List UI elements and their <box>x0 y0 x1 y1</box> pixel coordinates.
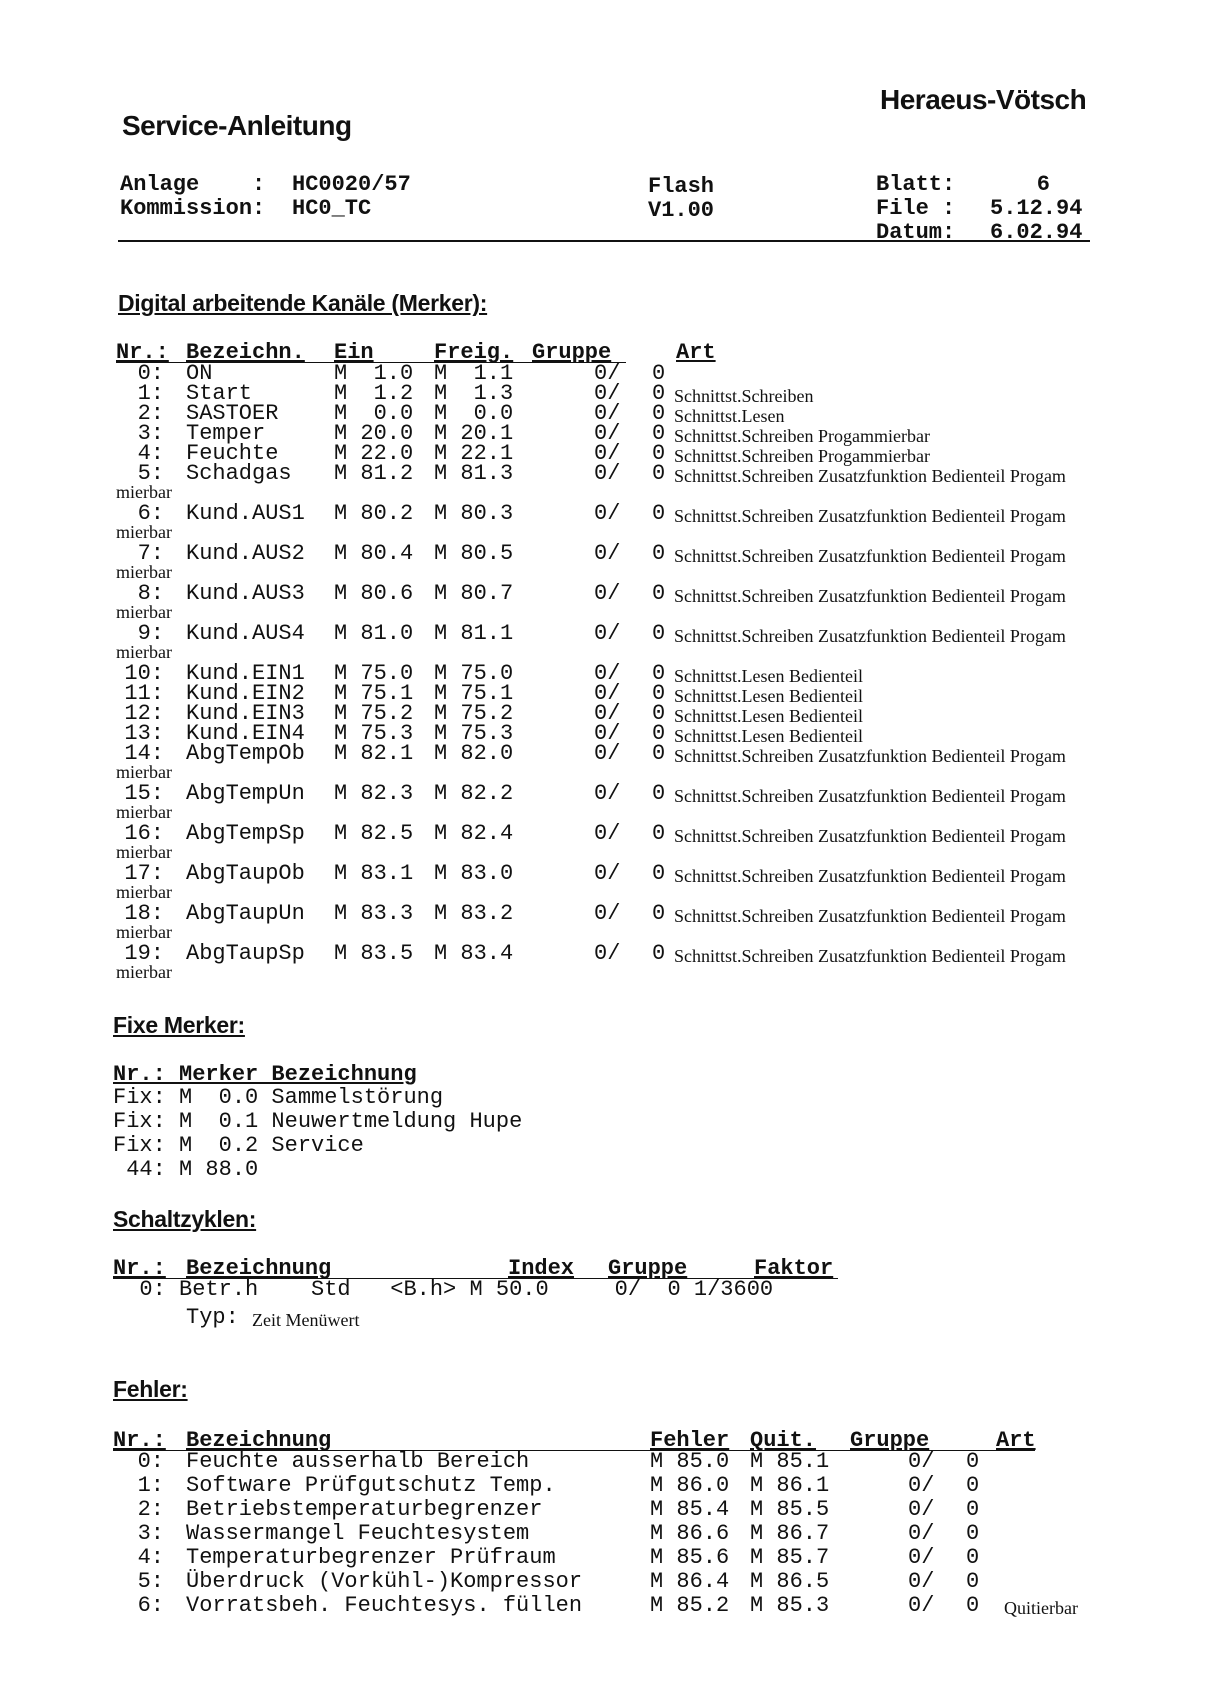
row-wrap <box>0 802 1212 820</box>
row-name: Kund.AUS2 <box>186 541 305 566</box>
row-name: Kund.AUS1 <box>186 501 305 526</box>
row-gruppe-sub: 0 <box>652 361 666 386</box>
row-ein: M 82.5 <box>334 821 414 846</box>
fehler-col-fehler: Fehler <box>650 1428 730 1453</box>
blatt-value: 6 <box>1036 172 1050 197</box>
schalt-col-gruppe: Gruppe <box>608 1256 688 1281</box>
row-gruppe-sub: 0 <box>652 701 666 726</box>
table-row <box>0 541 1212 566</box>
row-gruppe-sub: 0 <box>652 501 666 526</box>
row-name: ON <box>186 361 213 386</box>
row-ein: M 75.3 <box>334 721 414 746</box>
row-gruppe-sub: 0 <box>966 1521 980 1546</box>
row-ein: M 81.0 <box>334 621 414 646</box>
row-name: Kund.AUS3 <box>186 581 305 606</box>
table-row <box>0 821 1212 846</box>
file-label: File : <box>876 196 956 221</box>
table-row <box>0 1545 1212 1572</box>
row-nr: 6: <box>137 501 164 526</box>
fixe-col-header: Nr.: Merker Bezeichnung <box>113 1062 417 1087</box>
row-gruppe-sub: 0 <box>652 901 666 926</box>
row-name: Start <box>186 381 253 406</box>
row-nr: 18: <box>124 901 164 926</box>
row-gruppe: 0/ <box>594 461 621 486</box>
row-gruppe: 0/ <box>594 861 621 886</box>
row-gruppe-sub: 0 <box>966 1497 980 1522</box>
row-art: Schnittst.Lesen Bedienteil <box>674 666 863 686</box>
anlage-label: Anlage : <box>120 172 266 197</box>
digital-section-title: Digital arbeitende Kanäle (Merker): <box>118 290 488 316</box>
row-name: Kund.EIN2 <box>186 681 305 706</box>
row-name: SASTOER <box>186 401 279 426</box>
table-row <box>0 741 1212 766</box>
row-art: Schnittst.Schreiben Zusatzfunktion Bedienteil Progam <box>674 626 1066 646</box>
row-art-wrap: mierbar <box>116 962 172 982</box>
fixe-row: 44: M 88.0 <box>113 1157 259 1182</box>
row-art: Schnittst.Schreiben Zusatzfunktion Bedienteil Progam <box>674 946 1066 966</box>
fehler-section-title: Fehler: <box>113 1376 188 1402</box>
row-gruppe: 0/ <box>594 821 621 846</box>
row-name: Schadgas <box>186 461 292 486</box>
fehler-col-art: Art <box>996 1428 1036 1453</box>
row-bez: Betriebstemperaturbegrenzer <box>186 1497 543 1522</box>
digital-col-nr: Nr.: <box>116 340 169 365</box>
row-ein: M 22.0 <box>334 441 414 466</box>
row-gruppe: 0/ <box>594 941 621 966</box>
row-freig: M 83.2 <box>434 901 514 926</box>
row-gruppe: 0/ <box>594 901 621 926</box>
fixe-row: Fix: M 0.2 Service <box>113 1133 364 1158</box>
table-row <box>0 461 1212 486</box>
row-fehler: M 86.0 <box>650 1473 730 1498</box>
row-freig: M 75.1 <box>434 681 514 706</box>
row-nr: 5: <box>137 461 164 486</box>
row-art-wrap: mierbar <box>116 562 172 582</box>
row-art: Schnittst.Schreiben Zusatzfunktion Bedienteil Progam <box>674 906 1066 926</box>
row-gruppe: 0/ <box>594 661 621 686</box>
row-gruppe: 0/ <box>908 1521 935 1546</box>
row-wrap <box>0 642 1212 660</box>
row-gruppe: 0/ <box>594 401 621 426</box>
row-gruppe: 0/ <box>594 741 621 766</box>
anlage-value: HC0020/57 <box>292 172 411 197</box>
row-name: AbgTempSp <box>186 821 305 846</box>
schaltzyklen-section-title: Schaltzyklen: <box>113 1206 257 1232</box>
row-fehler: M 86.4 <box>650 1569 730 1594</box>
row-nr: 1: <box>137 1473 164 1498</box>
row-name: AbgTempUn <box>186 781 305 806</box>
row-gruppe: 0/ <box>594 781 621 806</box>
schalt-col-index: Index <box>508 1256 575 1281</box>
row-ein: M 80.2 <box>334 501 414 526</box>
file-value: 5.12.94 <box>990 196 1083 221</box>
row-gruppe: 0/ <box>594 501 621 526</box>
fixe-row: Fix: M 0.1 Neuwertmeldung Hupe <box>113 1109 523 1134</box>
row-gruppe: 0/ <box>908 1593 935 1618</box>
table-row <box>0 781 1212 806</box>
row-gruppe: 0/ <box>908 1497 935 1522</box>
row-wrap <box>0 602 1212 620</box>
row-bez: Vorratsbeh. Feuchtesys. füllen <box>186 1593 583 1618</box>
row-gruppe-sub: 0 <box>652 621 666 646</box>
schalt-col-faktor: Faktor <box>754 1256 834 1281</box>
row-gruppe-sub: 0 <box>966 1473 980 1498</box>
row-freig: M 75.2 <box>434 701 514 726</box>
row-quit: M 85.5 <box>750 1497 830 1522</box>
table-row <box>0 1497 1212 1524</box>
row-name: Kund.AUS4 <box>186 621 305 646</box>
row-ein: M 83.5 <box>334 941 414 966</box>
row-nr: 8: <box>137 581 164 606</box>
row-gruppe-sub: 0 <box>652 781 666 806</box>
row-quit: M 86.1 <box>750 1473 830 1498</box>
row-art-wrap: mierbar <box>116 522 172 542</box>
digital-col-ein: Ein <box>334 340 374 365</box>
row-name: AbgTaupUn <box>186 901 305 926</box>
row-gruppe: 0/ <box>594 681 621 706</box>
row-art: Schnittst.Schreiben Zusatzfunktion Bedienteil Progam <box>674 506 1066 526</box>
row-wrap <box>0 962 1212 980</box>
row-nr: 13: <box>124 721 164 746</box>
row-gruppe: 0/ <box>594 701 621 726</box>
row-art: Schnittst.Schreiben Zusatzfunktion Bedienteil Progam <box>674 466 1066 486</box>
row-gruppe: 0/ <box>594 621 621 646</box>
schalt-row: 0: Betr.h Std <B.h> M 50.0 0/ 0 1/3600 <box>113 1277 774 1302</box>
fixe-row: Fix: M 0.0 Sammelstörung <box>113 1085 444 1110</box>
row-ein: M 75.0 <box>334 661 414 686</box>
row-fehler: M 85.4 <box>650 1497 730 1522</box>
row-art: Schnittst.Schreiben Progammierbar <box>674 426 930 446</box>
row-ein: M 0.0 <box>334 401 414 426</box>
row-art: Schnittst.Lesen <box>674 406 785 426</box>
digital-col-art: Art <box>676 340 716 365</box>
row-nr: 10: <box>124 661 164 686</box>
row-freig: M 20.1 <box>434 421 514 446</box>
row-freig: M 81.3 <box>434 461 514 486</box>
row-nr: 2: <box>137 1497 164 1522</box>
row-freig: M 82.2 <box>434 781 514 806</box>
row-ein: M 80.6 <box>334 581 414 606</box>
row-name: AbgTempOb <box>186 741 305 766</box>
row-gruppe-sub: 0 <box>652 381 666 406</box>
row-gruppe-sub: 0 <box>652 401 666 426</box>
row-freig: M 80.7 <box>434 581 514 606</box>
table-row <box>0 1449 1212 1476</box>
row-bez: Temperaturbegrenzer Prüfraum <box>186 1545 556 1570</box>
row-wrap <box>0 482 1212 500</box>
row-nr: 5: <box>137 1569 164 1594</box>
row-fehler: M 85.0 <box>650 1449 730 1474</box>
row-name: Kund.EIN3 <box>186 701 305 726</box>
row-freig: M 75.0 <box>434 661 514 686</box>
row-wrap <box>0 522 1212 540</box>
table-row <box>0 1473 1212 1500</box>
row-ein: M 75.1 <box>334 681 414 706</box>
row-freig: M 1.3 <box>434 381 514 406</box>
row-quit: M 85.3 <box>750 1593 830 1618</box>
row-name: AbgTaupSp <box>186 941 305 966</box>
table-row <box>0 501 1212 526</box>
schalt-col-nr: Nr.: <box>113 1256 166 1281</box>
table-row <box>0 621 1212 646</box>
row-art-wrap: mierbar <box>116 642 172 662</box>
row-freig: M 83.0 <box>434 861 514 886</box>
table-row <box>0 1569 1212 1596</box>
row-ein: M 80.4 <box>334 541 414 566</box>
row-fehler: M 86.6 <box>650 1521 730 1546</box>
digital-col-gruppe: Gruppe <box>532 340 612 365</box>
row-freig: M 82.0 <box>434 741 514 766</box>
row-name: Temper <box>186 421 266 446</box>
row-freig: M 83.4 <box>434 941 514 966</box>
row-gruppe-sub: 0 <box>652 721 666 746</box>
table-row <box>0 941 1212 966</box>
row-nr: 0: <box>137 1449 164 1474</box>
row-wrap <box>0 562 1212 580</box>
row-freig: M 0.0 <box>434 401 514 426</box>
row-art: Schnittst.Schreiben Zusatzfunktion Bedienteil Progam <box>674 786 1066 806</box>
row-gruppe-sub: 0 <box>966 1449 980 1474</box>
row-nr: 3: <box>137 1521 164 1546</box>
row-nr: 9: <box>137 621 164 646</box>
row-art: Schnittst.Lesen Bedienteil <box>674 686 863 706</box>
row-ein: M 82.1 <box>334 741 414 766</box>
row-ein: M 20.0 <box>334 421 414 446</box>
row-wrap <box>0 842 1212 860</box>
row-gruppe-sub: 0 <box>652 821 666 846</box>
row-freig: M 80.5 <box>434 541 514 566</box>
row-art: Quitierbar <box>1004 1598 1078 1618</box>
table-row <box>0 901 1212 926</box>
row-wrap <box>0 762 1212 780</box>
row-gruppe: 0/ <box>594 581 621 606</box>
row-art-wrap: mierbar <box>116 802 172 822</box>
row-gruppe: 0/ <box>594 361 621 386</box>
row-fehler: M 85.2 <box>650 1593 730 1618</box>
row-art: Schnittst.Schreiben <box>674 386 814 406</box>
row-nr: 3: <box>137 421 164 446</box>
row-nr: 11: <box>124 681 164 706</box>
row-nr: 12: <box>124 701 164 726</box>
table-row <box>0 861 1212 886</box>
fehler-col-nr: Nr.: <box>113 1428 166 1453</box>
row-gruppe: 0/ <box>594 421 621 446</box>
row-gruppe-sub: 0 <box>652 941 666 966</box>
row-freig: M 80.3 <box>434 501 514 526</box>
row-quit: M 86.5 <box>750 1569 830 1594</box>
row-art: Schnittst.Schreiben Zusatzfunktion Bedienteil Progam <box>674 546 1066 566</box>
row-gruppe-sub: 0 <box>966 1569 980 1594</box>
flash-version: V1.00 <box>648 198 715 223</box>
schalt-typ-value: Zeit Menüwert <box>252 1310 360 1330</box>
row-gruppe-sub: 0 <box>652 441 666 466</box>
row-gruppe-sub: 0 <box>652 461 666 486</box>
row-wrap <box>0 922 1212 940</box>
row-gruppe: 0/ <box>594 441 621 466</box>
row-art: Schnittst.Schreiben Progammierbar <box>674 446 930 466</box>
row-gruppe: 0/ <box>908 1545 935 1570</box>
digital-col-freig: Freig. <box>434 340 514 365</box>
row-gruppe: 0/ <box>594 721 621 746</box>
header-rule <box>118 240 1090 242</box>
row-art: Schnittst.Schreiben Zusatzfunktion Bedienteil Progam <box>674 746 1066 766</box>
row-freig: M 75.3 <box>434 721 514 746</box>
row-gruppe-sub: 0 <box>652 661 666 686</box>
row-nr: 4: <box>137 441 164 466</box>
row-nr: 17: <box>124 861 164 886</box>
row-name: Kund.EIN4 <box>186 721 305 746</box>
schalt-typ-label: Typ: <box>186 1305 239 1330</box>
row-art: Schnittst.Lesen Bedienteil <box>674 726 863 746</box>
row-fehler: M 85.6 <box>650 1545 730 1570</box>
table-row <box>0 1521 1212 1548</box>
row-freig: M 1.1 <box>434 361 514 386</box>
row-gruppe: 0/ <box>594 541 621 566</box>
row-gruppe: 0/ <box>908 1449 935 1474</box>
row-art-wrap: mierbar <box>116 762 172 782</box>
row-art-wrap: mierbar <box>116 922 172 942</box>
table-row <box>0 1593 1212 1620</box>
datum-label: Datum: <box>876 220 956 245</box>
row-name: Kund.EIN1 <box>186 661 305 686</box>
datum-value: 6.02.94 <box>990 220 1083 245</box>
row-art: Schnittst.Schreiben Zusatzfunktion Bedienteil Progam <box>674 826 1066 846</box>
row-ein: M 83.3 <box>334 901 414 926</box>
row-freig: M 82.4 <box>434 821 514 846</box>
row-art-wrap: mierbar <box>116 882 172 902</box>
digital-col-bez: Bezeichn. <box>186 340 305 365</box>
row-nr: 6: <box>137 1593 164 1618</box>
row-nr: 1: <box>137 381 164 406</box>
row-nr: 15: <box>124 781 164 806</box>
row-art: Schnittst.Schreiben Zusatzfunktion Bedienteil Progam <box>674 866 1066 886</box>
row-gruppe: 0/ <box>908 1473 935 1498</box>
row-gruppe-sub: 0 <box>652 861 666 886</box>
row-nr: 7: <box>137 541 164 566</box>
row-freig: M 22.1 <box>434 441 514 466</box>
row-nr: 14: <box>124 741 164 766</box>
row-ein: M 81.2 <box>334 461 414 486</box>
row-nr: 0: <box>137 361 164 386</box>
kommission-label: Kommission: <box>120 196 266 221</box>
row-quit: M 86.7 <box>750 1521 830 1546</box>
row-nr: 4: <box>137 1545 164 1570</box>
row-name: AbgTaupOb <box>186 861 305 886</box>
row-gruppe-sub: 0 <box>652 421 666 446</box>
row-gruppe: 0/ <box>594 381 621 406</box>
row-bez: Wassermangel Feuchtesystem <box>186 1521 530 1546</box>
row-nr: 19: <box>124 941 164 966</box>
document-title: Service-Anleitung <box>122 110 352 141</box>
row-wrap <box>0 882 1212 900</box>
row-art-wrap: mierbar <box>116 482 172 502</box>
kommission-value: HC0_TC <box>292 196 372 221</box>
row-gruppe-sub: 0 <box>966 1545 980 1570</box>
row-nr: 2: <box>137 401 164 426</box>
row-art-wrap: mierbar <box>116 842 172 862</box>
row-art: Schnittst.Lesen Bedienteil <box>674 706 863 726</box>
row-nr: 16: <box>124 821 164 846</box>
row-gruppe: 0/ <box>908 1569 935 1594</box>
row-gruppe-sub: 0 <box>966 1593 980 1618</box>
flash-label: Flash <box>648 174 715 199</box>
row-name: Feuchte <box>186 441 279 466</box>
row-gruppe-sub: 0 <box>652 541 666 566</box>
row-gruppe-sub: 0 <box>652 741 666 766</box>
fehler-col-quit: Quit. <box>750 1428 817 1453</box>
row-quit: M 85.7 <box>750 1545 830 1570</box>
row-art-wrap: mierbar <box>116 602 172 622</box>
schalt-col-bez: Bezeichnung <box>186 1256 332 1281</box>
row-bez: Überdruck (Vorkühl-)Kompressor <box>186 1569 583 1594</box>
fixe-section-title: Fixe Merker: <box>113 1012 245 1038</box>
row-ein: M 1.2 <box>334 381 414 406</box>
row-ein: M 82.3 <box>334 781 414 806</box>
blatt-label: Blatt: <box>876 172 956 197</box>
fehler-col-gruppe: Gruppe <box>850 1428 930 1453</box>
brand-name: Heraeus-Vötsch <box>880 84 1087 115</box>
row-gruppe-sub: 0 <box>652 681 666 706</box>
row-ein: M 1.0 <box>334 361 414 386</box>
fehler-col-bez: Bezeichnung <box>186 1428 332 1453</box>
row-ein: M 75.2 <box>334 701 414 726</box>
row-bez: Feuchte ausserhalb Bereich <box>186 1449 530 1474</box>
row-art: Schnittst.Schreiben Zusatzfunktion Bedienteil Progam <box>674 586 1066 606</box>
row-quit: M 85.1 <box>750 1449 830 1474</box>
row-ein: M 83.1 <box>334 861 414 886</box>
table-row <box>0 581 1212 606</box>
row-bez: Software Prüfgutschutz Temp. <box>186 1473 556 1498</box>
row-freig: M 81.1 <box>434 621 514 646</box>
row-gruppe-sub: 0 <box>652 581 666 606</box>
